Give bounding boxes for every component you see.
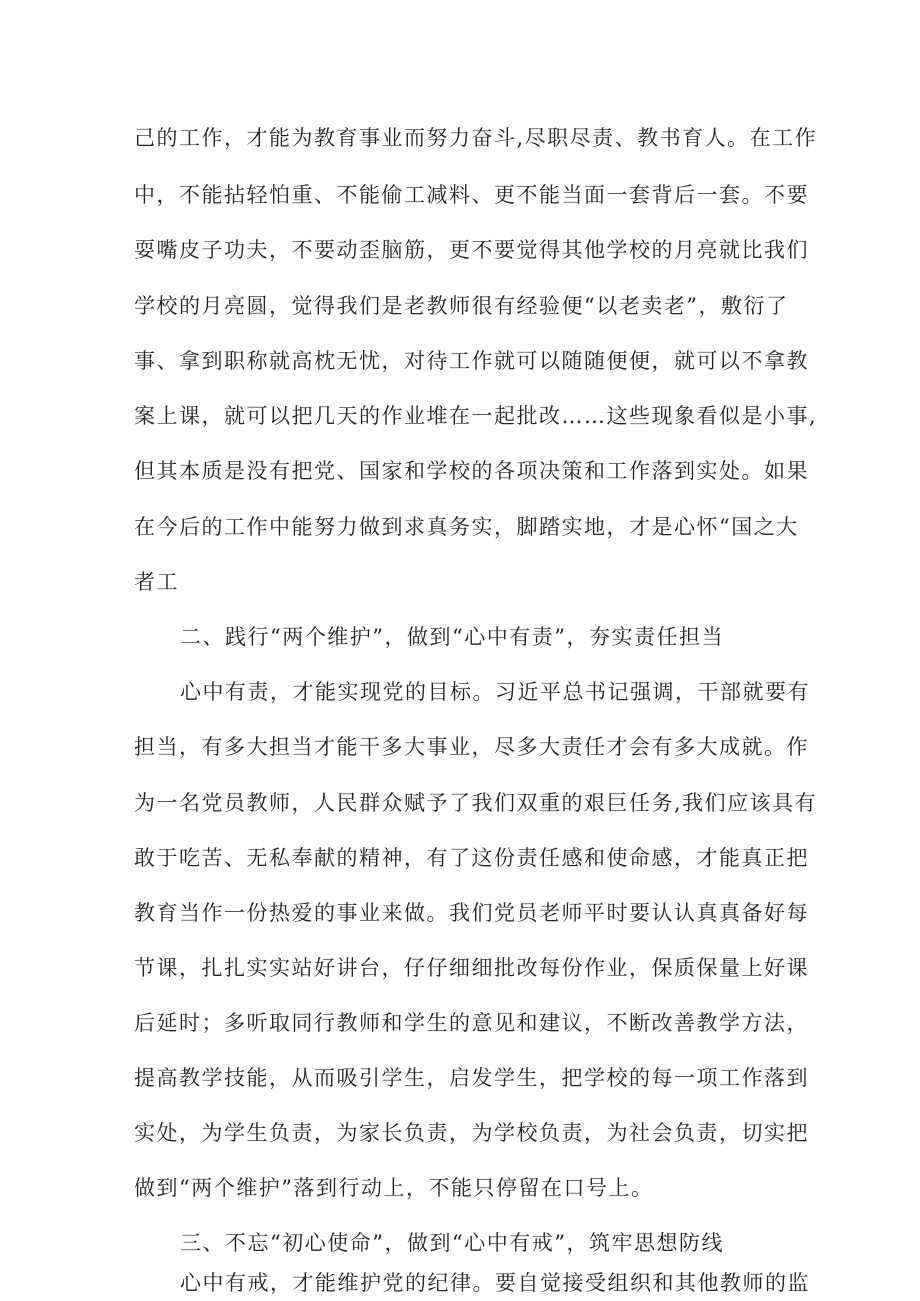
- section-heading: 三、不忘“初心使命”，做到“心中有戒”，筑牢思想防线: [180, 1231, 724, 1255]
- paragraph-line: 教育当作一份热爱的事业来做。我们党员老师平时要认认真真备好每: [134, 901, 809, 925]
- paragraph-line: 后延时；多听取同行教师和学生的意见和建议，不断改善教学方法，: [134, 1011, 809, 1035]
- paragraph-line: 做到“两个维护”落到行动上，不能只停留在口号上。: [134, 1176, 654, 1200]
- paragraph-line: 学校的月亮圆，觉得我们是老教师很有经验便“以老卖老”，敷衍了: [134, 294, 789, 318]
- paragraph-line: 者工: [134, 570, 179, 594]
- paragraph-line: 案上课，就可以把几天的作业堆在一起批改……这些现象看似是小事,: [134, 404, 818, 428]
- paragraph-line: 敢于吃苦、无私奉献的精神，有了这份责任感和使命感，才能真正把: [134, 846, 809, 870]
- paragraph-line: 耍嘴皮子功夫，不要动歪脑筋，更不要觉得其他学校的月亮就比我们: [134, 238, 809, 262]
- paragraph-line: 实处，为学生负责，为家长负责，为学校负责，为社会负责，切实把: [134, 1121, 809, 1145]
- paragraph-line: 提高教学技能，从而吸引学生，启发学生，把学校的每一项工作落到: [134, 1066, 809, 1090]
- paragraph-line: 为一名党员教师，人民群众赋予了我们双重的艰巨任务,我们应该具有: [134, 791, 818, 815]
- paragraph-line: 己的工作，才能为教育事业而努力奋斗,尽职尽责、教书育人。在工作: [134, 126, 818, 150]
- paragraph-line: 但其本质是没有把党、国家和学校的各项决策和工作落到实处。如果: [134, 459, 809, 483]
- paragraph-line: 担当，有多大担当才能干多大事业，尽多大责任才会有多大成就。作: [134, 735, 809, 759]
- paragraph-line: 事、拿到职称就高枕无忧，对待工作就可以随随便便，就可以不拿教: [134, 349, 809, 373]
- paragraph-line: 心中有责，才能实现党的目标。习近平总书记强调，干部就要有: [180, 680, 810, 704]
- paragraph-line: 在今后的工作中能努力做到求真务实，脚踏实地，才是心怀“国之大: [134, 515, 799, 539]
- paragraph-line: 中，不能拈轻怕重、不能偷工减料、更不能当面一套背后一套。不要: [134, 183, 809, 207]
- paragraph-line: 心中有戒，才能维护党的纪律。要自觉接受组织和其他教师的监: [180, 1271, 810, 1295]
- section-heading: 二、践行“两个维护”，做到“心中有责”，夯实责任担当: [180, 625, 724, 649]
- paragraph-line: 节课，扎扎实实站好讲台，仔仔细细批改每份作业，保质保量上好课: [134, 956, 809, 980]
